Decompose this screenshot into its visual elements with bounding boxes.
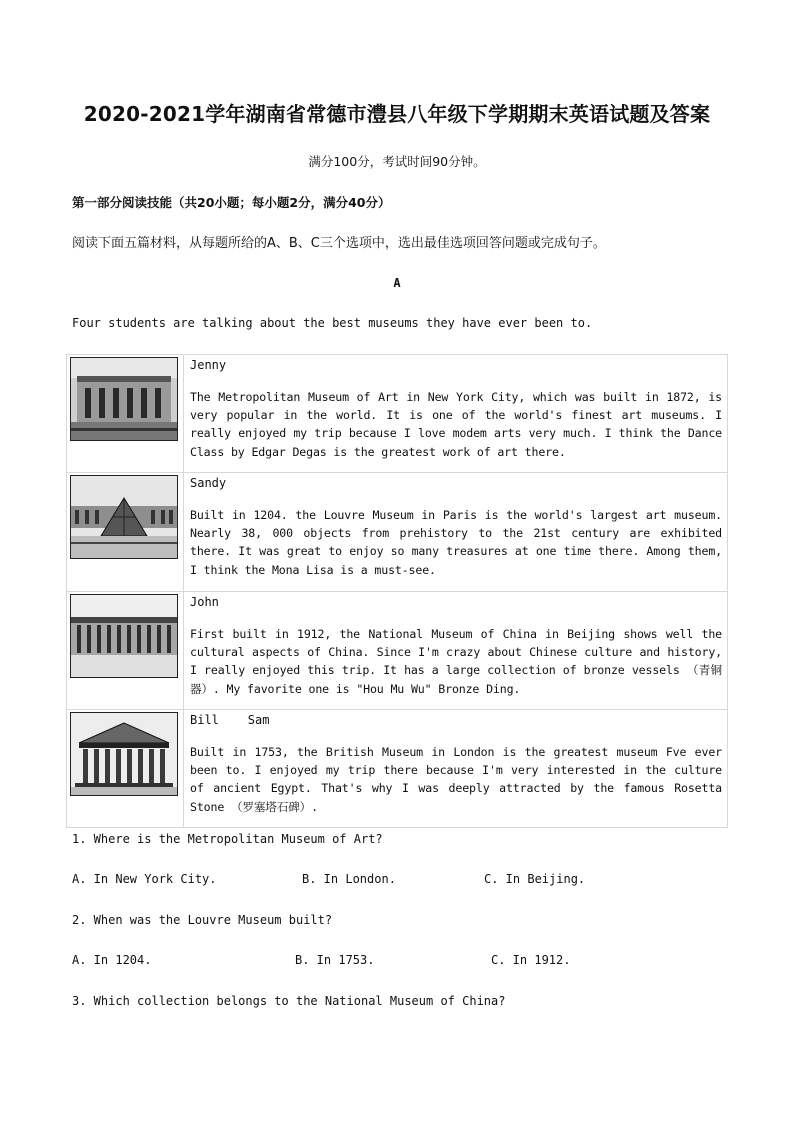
museum-description: The Metropolitan Museum of Art in New York City, which was built in 1872, is very popular in the world. It is one of the world's finest art museums. I really enjoyed my trip because I love modem arts very much. I think the Dance Class by Edgar Degas is the greatest work of art there. [190,390,722,459]
passage-intro: Four students are talking about the best museums they have ever been to. [72,316,593,330]
museum-description: Built in 1204. the Louvre Museum in Paris is the world's largest art museum. Nearly 38, 000 objects from prehistory to the 21st century are exhibited there. It was great to enjoy so many treasures at one time there. Among them, I think the Mona Lisa is a must-see. [190,508,722,577]
question-1: 1. Where is the Metropolitan Museum of Art? [72,832,383,846]
british-museum-photo [70,712,178,796]
image-cell [67,592,184,709]
museum-description: First built in 1912, the National Museum of China in Beijing shows well the cultural aspects of China. Since I'm crazy about Chinese culture and history, I really enjoyed this trip. It has a large collection of bronze vessels （青铜器）. My favorite one is "Hou Mu Wu" Bronze Ding. [190,627,722,696]
question-2-option-b: B. In 1753. [295,953,375,967]
table-row [67,473,727,592]
question-1-option-b: B. In London. [302,872,396,886]
table-row [67,710,727,827]
image-cell [67,355,184,472]
louvre-museum-photo [70,475,178,559]
question-3: 3. Which collection belongs to the National Museum of China? [72,994,506,1008]
museum-table [66,354,728,828]
section-title: 第一部分阅读技能（共20小题；每小题2分，满分40分） [72,195,391,210]
metropolitan-museum-photo [70,357,178,441]
instruction-text: 阅读下面五篇材料，从每题所给的A、B、C三个选项中，选出最佳选项回答问题或完成句子。 [72,236,606,251]
student-name: Sandy [190,476,227,490]
table-row [67,355,727,473]
question-2: 2. When was the Louvre Museum built? [72,913,333,927]
image-cell [67,710,184,827]
passage-letter: A [393,276,401,290]
student-name: John [190,595,219,609]
student-name: Bill Sam [190,713,270,727]
question-2-option-c: C. In 1912. [491,953,571,967]
student-name: Jenny [190,358,227,372]
question-1-option-a: A. In New York City. [72,872,217,886]
national-museum-china-photo [70,594,178,678]
question-1-option-c: C. In Beijing. [484,872,586,886]
question-2-option-a: A. In 1204. [72,953,152,967]
page-title: 2020-2021学年湖南省常德市澧县八年级下学期期末英语试题及答案 [83,102,711,126]
exam-info: 满分100分，考试时间90分钟。 [308,154,486,169]
museum-description: Built in 1753, the British Museum in London is the greatest museum Fve ever been to. I enjoyed my trip there because I'm very interested in the culture of ancient Egypt. That's why I was deeply attracted by the famous Rosetta Stone （罗塞塔石碑）. [190,745,722,814]
image-cell [67,473,184,591]
table-row [67,592,727,710]
